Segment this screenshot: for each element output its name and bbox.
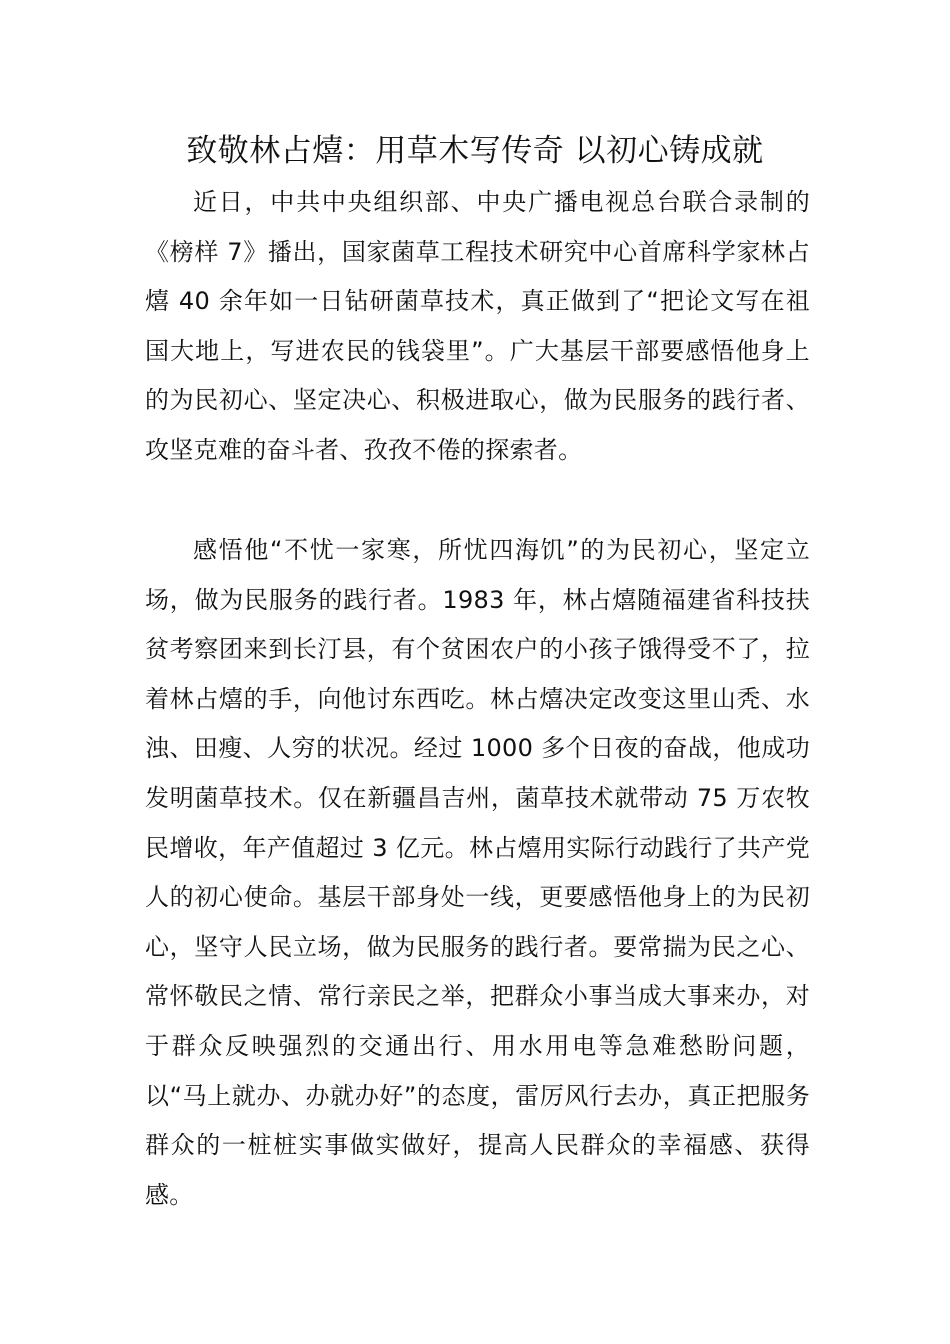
paragraph-intro: 近日，中共中央组织部、中央广播电视总台联合录制的《榜样 7》播出，国家菌草工程技术研究中心首席科学家林占熺 40 余年如一日钻研菌草技术，真正做到了“把论文写在祖国大地上，写进农民的钱袋里”。广大基层干部要感悟他身上的为民初心、坚定决心、积极进取心，做为民服务的践行者、攻坚克难的奋斗者、孜孜不倦的探索者。 (145, 188, 810, 464)
document-title: 致敬林占熺：用草木写传奇 以初心铸成就 (186, 133, 764, 169)
paragraph-original-aspiration: 感悟他“不忧一家寒，所忧四海饥”的为民初心，坚定立场，做为民服务的践行者。1983 年，林占熺随福建省科技扶贫考察团来到长汀县，有个贫困农户的小孩子饿得受不了，拉着林占熺的手，向他讨东西吃。林占熺决定改变这里山秃、水浊、田瘦、人穷的状况。经过 1000 多个日夜的奋战，他成功发明菌草技术。仅在新疆昌吉州，菌草技术就带动 75 万农牧民增收，年产值超过 3 亿元。林占熺用实际行动践行了共产党人的初心使命。基层干部身处一线，更要感悟他身上的为民初心，坚守人民立场，做为民服务的践行者。要常揣为民之心、常怀敬民之情、常行亲民之举，把群众小事当成大事来办，对于群众反映强烈的交通出行、用水用电等急难愁盼问题，以“马上就办、办就办好”的态度，雷厉风行去办，真正把服务群众的一桩桩实事做实做好，提高人民群众的幸福感、获得感。 (145, 536, 810, 1209)
